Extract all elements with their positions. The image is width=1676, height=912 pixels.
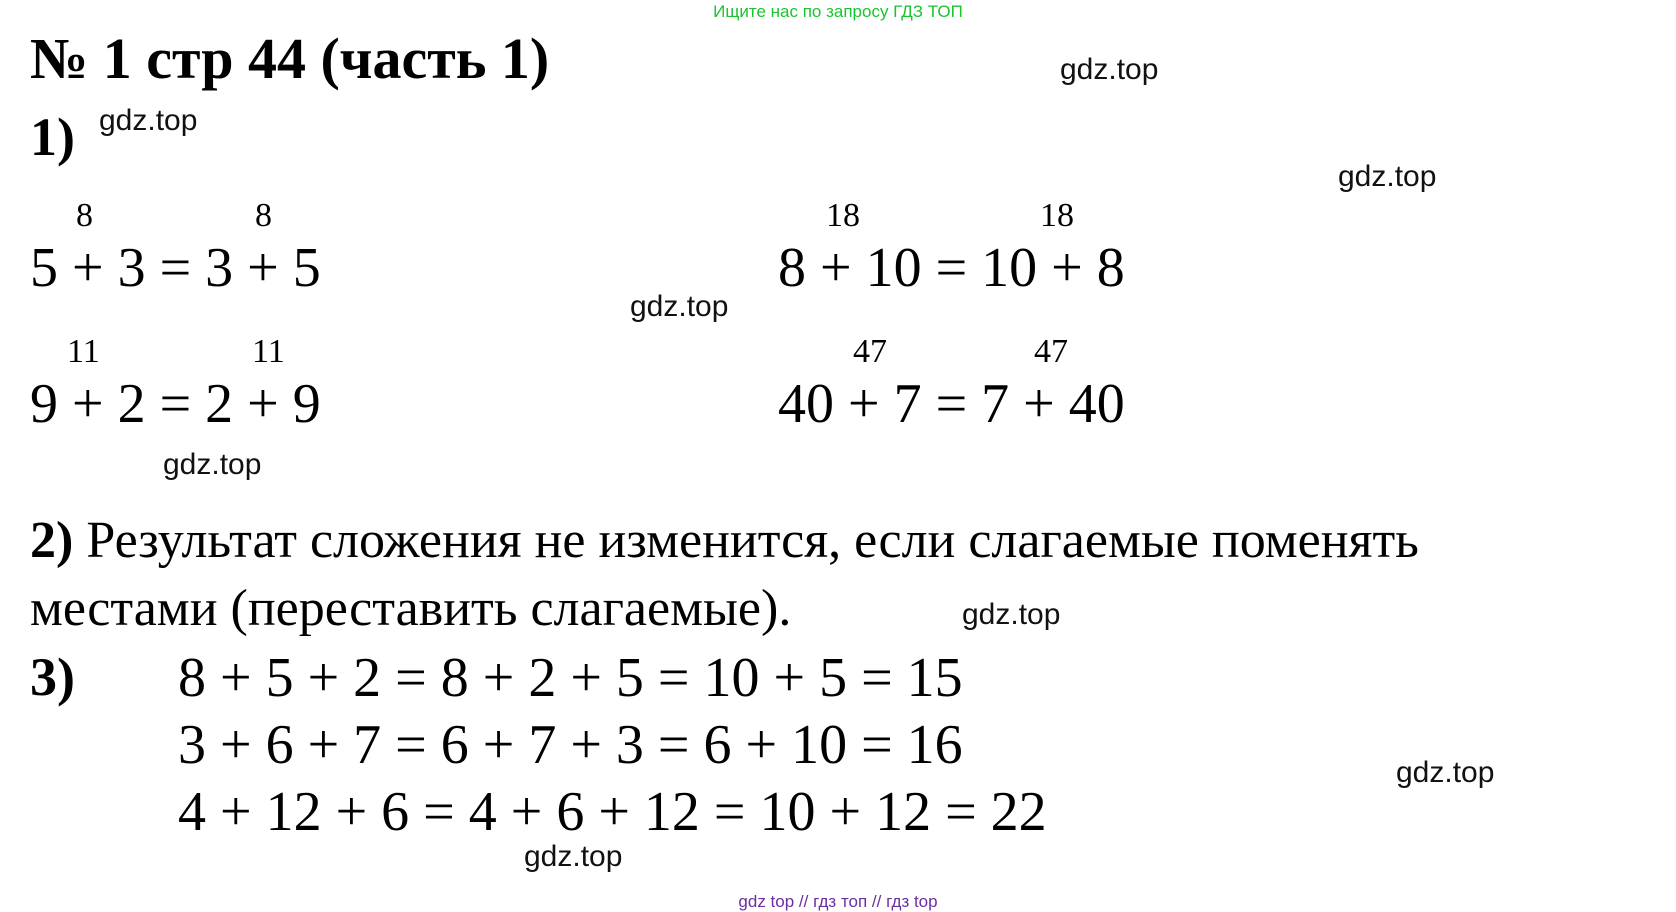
watermark: gdz.top — [163, 448, 262, 481]
watermark: gdz.top — [1396, 756, 1495, 789]
watermark: gdz.top — [630, 290, 729, 323]
part3-label: 3) — [30, 647, 75, 707]
equation: 8 + 5 + 2 = 8 + 2 + 5 = 10 + 5 = 15 — [178, 647, 963, 709]
equation: 3 + 6 + 7 = 6 + 7 + 3 = 6 + 10 = 16 — [178, 714, 963, 776]
watermark: gdz.top — [962, 598, 1061, 631]
part2-label: 2) — [30, 512, 74, 569]
part1-label: 1) — [30, 107, 75, 167]
sum-label: 8 — [255, 197, 272, 234]
watermark: gdz.top — [1060, 53, 1159, 86]
sum-label: 11 — [67, 333, 100, 370]
sum-label: 18 — [826, 197, 860, 234]
sum-label: 11 — [252, 333, 285, 370]
equation: 9 + 2 = 2 + 9 — [30, 373, 321, 435]
equation: 5 + 3 = 3 + 5 — [30, 237, 321, 299]
watermark: gdz.top — [99, 104, 198, 137]
watermark: gdz.top — [524, 840, 623, 873]
sum-label: 18 — [1040, 197, 1074, 234]
sum-label: 47 — [1034, 333, 1068, 370]
equation: 4 + 12 + 6 = 4 + 6 + 12 = 10 + 12 = 22 — [178, 781, 1047, 843]
part2-line-1 — [30, 512, 1419, 569]
sum-label: 47 — [853, 333, 887, 370]
sum-label: 8 — [76, 197, 93, 234]
watermark: gdz.top — [1338, 160, 1437, 193]
footer-links[interactable]: gdz top // гдз топ // гдз top — [738, 892, 938, 911]
part2-line-2: местами (переставить слагаемые). — [30, 580, 792, 637]
search-hint-link[interactable]: Ищите нас по запросу ГДЗ ТОП — [713, 2, 963, 21]
part2-text: Результат сложения не изменится, если слагаемые поменять — [86, 512, 1419, 569]
page-title: № 1 стр 44 (часть 1) — [30, 26, 550, 91]
equation: 8 + 10 = 10 + 8 — [778, 237, 1125, 299]
equation: 40 + 7 = 7 + 40 — [778, 373, 1125, 435]
